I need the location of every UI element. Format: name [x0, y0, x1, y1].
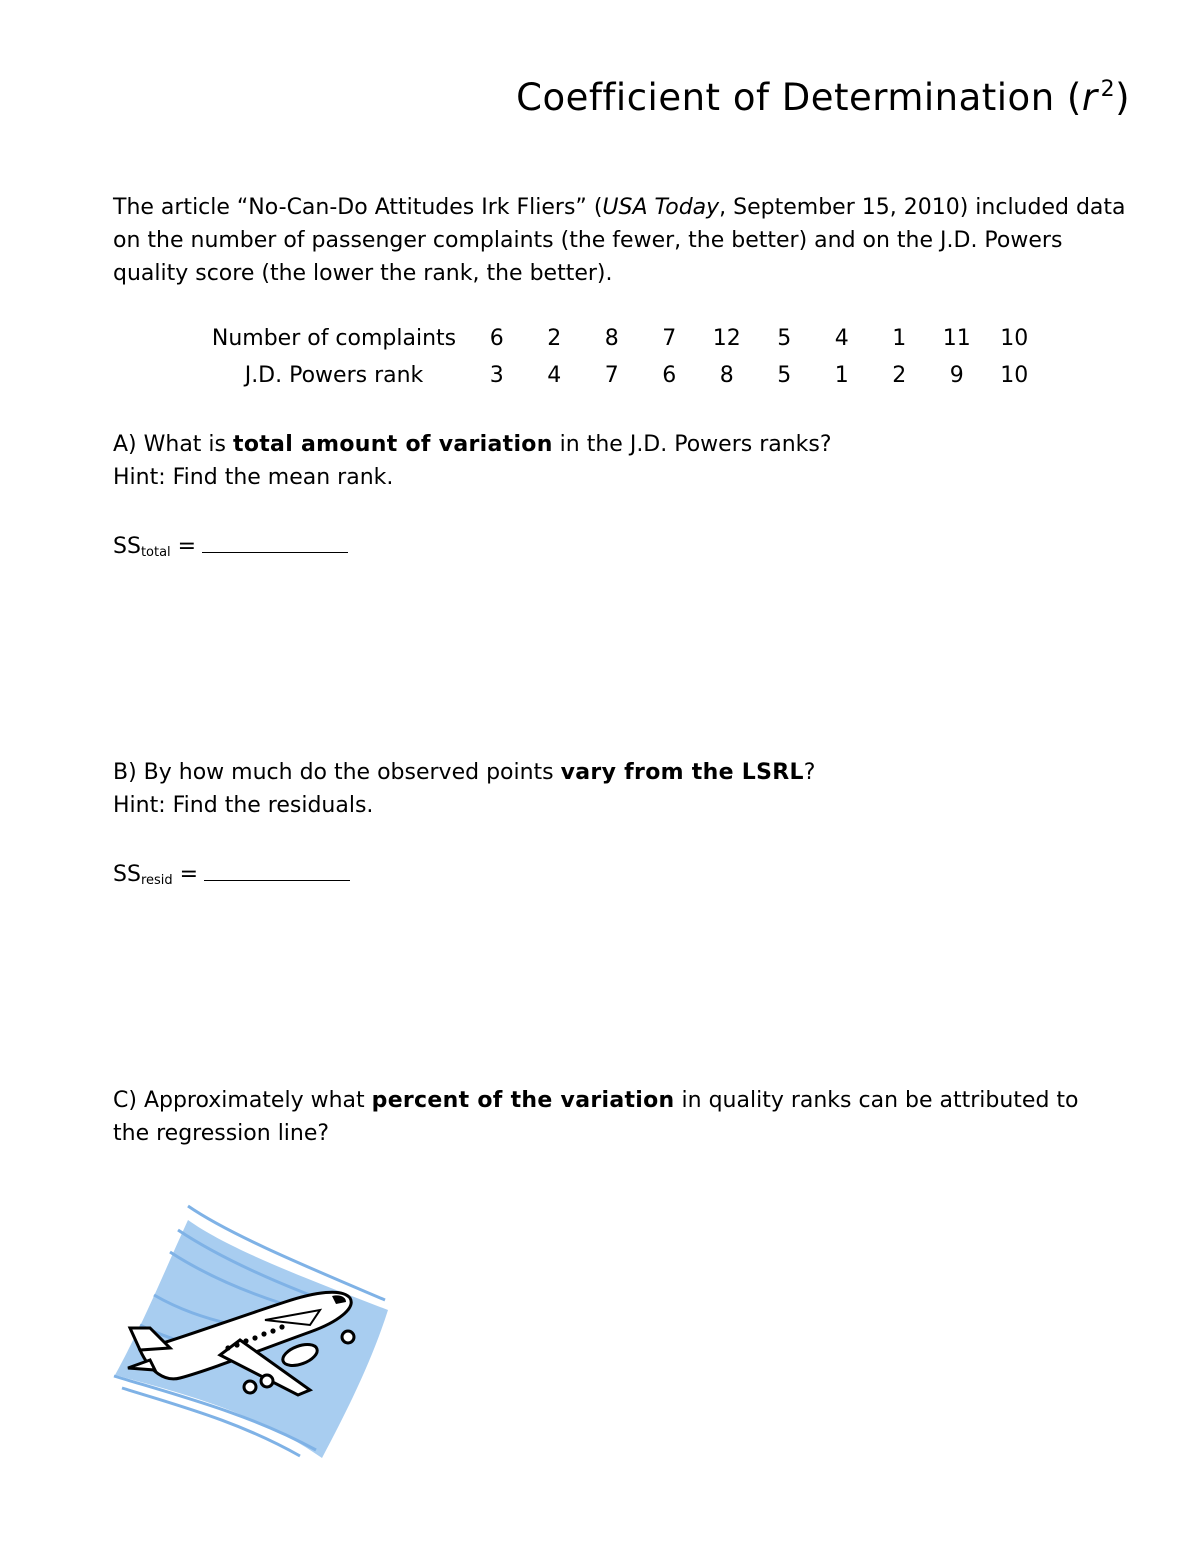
ss-total-line — [113, 530, 348, 560]
table-row — [200, 320, 1043, 357]
question-a-bold: total amount of variation — [233, 432, 553, 457]
table-cell: 2 — [547, 326, 562, 351]
table-cell: 7 — [662, 326, 677, 351]
title-main: Coefficient of Determination ( — [516, 76, 1082, 119]
table-cell: 5 — [777, 363, 792, 388]
table-cell: 10 — [1000, 363, 1029, 388]
question-c-bold: percent of the variation — [371, 1088, 675, 1113]
table-cell: 8 — [719, 363, 734, 388]
question-a-text-1: A) What is — [113, 432, 233, 457]
question-b — [113, 756, 1113, 822]
ss-resid-blank[interactable] — [204, 858, 350, 881]
question-b-text-1: B) By how much do the observed points — [113, 760, 561, 785]
table-row-label: Number of complaints — [211, 326, 457, 351]
page-title — [516, 76, 1130, 119]
question-c-text-1: C) Approximately what — [113, 1088, 372, 1113]
intro-text-2: , September 15, 2010) included data on the number of passenger complaints (the fewer, the better) and on the J.D. Powers quality score (the lower the rank, the better). — [113, 195, 1126, 286]
table-row-label: J.D. Powers rank — [244, 363, 424, 388]
title-variable: r — [1081, 76, 1098, 119]
ss-resid-base: SS — [113, 862, 141, 887]
data-table-body — [200, 320, 1043, 394]
table-cell: 2 — [892, 363, 907, 388]
table-cell: 4 — [547, 363, 562, 388]
table-cell: 8 — [604, 326, 619, 351]
ss-resid-eq: = — [172, 862, 199, 887]
table-cell: 7 — [604, 363, 619, 388]
airplane-clipart-icon — [110, 1200, 395, 1462]
question-b-hint: Hint: Find the residuals. — [113, 793, 374, 818]
question-c — [113, 1084, 1113, 1150]
question-b-text-2: ? — [803, 760, 816, 785]
question-c-text-2: in quality ranks can be attributed to the regression line? — [113, 1088, 1079, 1146]
table-cell: 5 — [777, 326, 792, 351]
question-b-bold: vary from the LSRL — [560, 760, 804, 785]
table-cell: 3 — [489, 363, 504, 388]
table-cell: 10 — [1000, 326, 1029, 351]
question-a-text-2: in the J.D. Powers ranks? — [552, 432, 832, 457]
ss-total-blank[interactable] — [202, 530, 348, 553]
question-a — [113, 428, 1113, 494]
table-cell: 6 — [489, 326, 504, 351]
table-cell: 11 — [942, 326, 971, 351]
table-cell: 1 — [834, 363, 849, 388]
table-cell: 6 — [662, 363, 677, 388]
intro-paragraph — [113, 191, 1133, 290]
ss-resid-line — [113, 858, 350, 888]
ss-total-eq: = — [170, 534, 197, 559]
title-close: ) — [1115, 76, 1130, 119]
ss-resid-sub: resid — [140, 873, 173, 888]
table-row — [200, 357, 1043, 394]
question-a-hint: Hint: Find the mean rank. — [113, 465, 394, 490]
intro-text-1: The article “No-Can-Do Attitudes Irk Fliers” ( — [113, 195, 603, 220]
data-table — [200, 320, 1043, 394]
table-cell: 1 — [892, 326, 907, 351]
table-cell: 4 — [834, 326, 849, 351]
table-cell: 9 — [949, 363, 964, 388]
intro-source: USA Today — [602, 195, 720, 220]
title-exponent: 2 — [1100, 77, 1116, 102]
ss-total-sub: total — [140, 545, 171, 560]
table-cell: 12 — [712, 326, 741, 351]
ss-total-base: SS — [113, 534, 141, 559]
